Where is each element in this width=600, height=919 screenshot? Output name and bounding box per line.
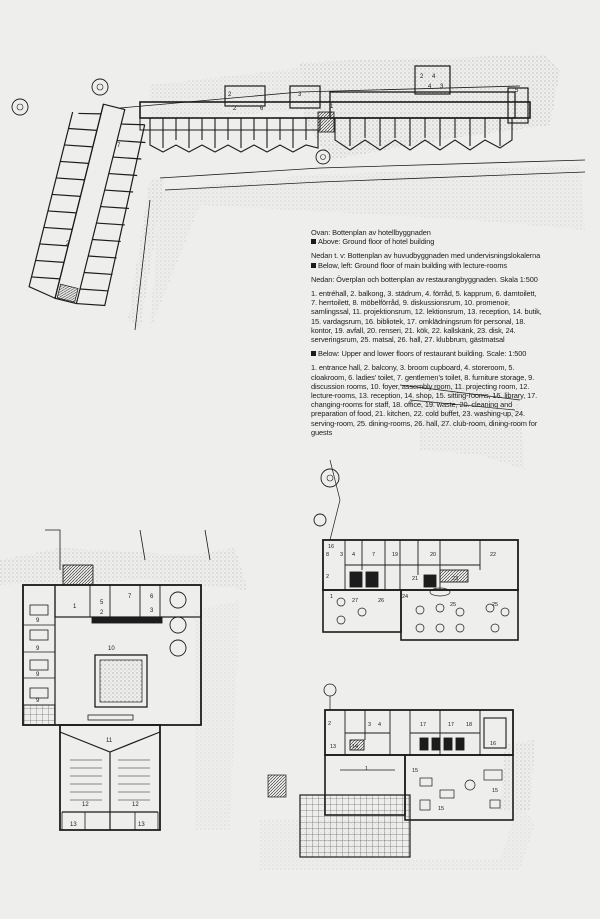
restaurant-upper-label: 20 bbox=[430, 552, 437, 558]
hotel-label: 5 bbox=[515, 88, 519, 94]
caption-restaurant-english: Below: Upper and lower floors of restaurant building. Scale: 1:500 bbox=[318, 349, 527, 359]
hotel-label: 4 bbox=[428, 84, 432, 90]
caption-main-english: Below, left: Ground floor of main building with lecture-rooms bbox=[318, 260, 508, 270]
restaurant-lower-plan bbox=[260, 684, 535, 870]
restaurant-lower-label: 18 bbox=[466, 722, 473, 728]
restaurant-upper-label: 2 bbox=[326, 574, 330, 580]
restaurant-upper-label: 8 bbox=[326, 552, 330, 558]
caption-restaurant-swedish: Nedan: Överplan och bottenplan av restaurangbyggnaden. Skala 1:500 bbox=[311, 274, 538, 284]
restaurant-lower-label: 14 bbox=[352, 744, 359, 750]
main-label: 1 bbox=[73, 604, 77, 610]
restaurant-upper-label: 3 bbox=[340, 552, 344, 558]
main-building-plan bbox=[0, 530, 248, 830]
main-label: 9 bbox=[36, 698, 40, 704]
hotel-label: 3 bbox=[298, 92, 302, 98]
main-label: 5 bbox=[100, 600, 104, 606]
main-label: 13 bbox=[70, 822, 77, 828]
hotel-label: 2 bbox=[420, 74, 424, 80]
caption-hotel-swedish: Ovan: Bottenplan av hotellbyggnaden bbox=[311, 228, 431, 237]
main-label: 9 bbox=[36, 672, 40, 678]
main-label: 2 bbox=[100, 610, 104, 616]
caption-main-swedish: Nedan t. v: Bottenplan av huvudbyggnaden med undervisningslokalerna bbox=[311, 251, 541, 261]
main-label: 13 bbox=[138, 822, 145, 828]
restaurant-upper-label: 19 bbox=[392, 552, 399, 558]
restaurant-lower-label: 3 bbox=[368, 722, 372, 728]
hotel-label: 4 bbox=[432, 74, 436, 80]
restaurant-upper-label: 22 bbox=[490, 552, 497, 558]
main-label: 11 bbox=[106, 738, 113, 744]
restaurant-lower-label: 1 bbox=[365, 766, 369, 772]
main-label: 9 bbox=[36, 646, 40, 652]
legend-english: 1. entrance hall, 2. balcony, 3. broom cupboard, 4. storeroom, 5. cloakroom, 6. ladies' toilet, 7. gentlemen's toilet, 8. furniture storage, 9. discussion rooms, 10. foyer, assembly room, 11. projecting room, 12. lecture-rooms, 13. reception, 14. shop, 15. sitting-rooms, 16. library, 17. changing-rooms for staff, 18. office, 19. waste, 20. cleaning and preparation of food, 21. kitchen, 22. cold buffet, 23. washing-up, 24. serving-room, 25. dining-rooms, 26. hall, 27. club-room, dining-room for guests bbox=[311, 363, 538, 437]
restaurant-upper-label: 9 bbox=[372, 580, 376, 586]
restaurant-lower-label: 15 bbox=[438, 806, 445, 812]
hotel-label: 1 bbox=[330, 104, 334, 110]
restaurant-upper-label: 24 bbox=[402, 594, 409, 600]
restaurant-upper-label: 26 bbox=[378, 598, 385, 604]
square-bullet-icon bbox=[311, 239, 316, 244]
legend-swedish: 1. entréhall, 2. balkong, 3. städrum, 4. förråd, 5. kapprum, 6. damtoilett, 7. herrtoilett, 8. möbelförråd, 9. diskussionsrum, 10. promenoir, samlingssal, 11. projektionsrum, 12. lektionsrum, 13. reception, 14. butik, 15. vardagsrum, 16. bibliotek, 17. omklädningsrum för personal, 18. kontor, 19. avfall, 20. renseri, 21. kök, 22. kallskänk, 23. disk, 24. serveringsrum, 25. matsal, 26. hall, 27. klubbrum, gästmatsal bbox=[311, 289, 542, 345]
square-bullet-icon bbox=[311, 351, 316, 356]
restaurant-lower-label: 16 bbox=[490, 741, 497, 747]
hotel-label: 3 bbox=[440, 84, 444, 90]
restaurant-lower-label: 15 bbox=[492, 788, 499, 794]
main-label: 6 bbox=[150, 594, 154, 600]
caption-hotel-english: Above: Ground floor of hotel building bbox=[318, 237, 435, 247]
main-label: 7 bbox=[128, 594, 132, 600]
main-label: 9 bbox=[36, 618, 40, 624]
restaurant-upper-label: 25 bbox=[492, 602, 499, 608]
main-label: 12 bbox=[82, 802, 89, 808]
hotel-label: 7 bbox=[117, 143, 121, 149]
hotel-label: 2 bbox=[233, 106, 237, 112]
restaurant-lower-label: 15 bbox=[412, 768, 419, 774]
restaurant-lower-label: 17 bbox=[448, 722, 455, 728]
caption-block bbox=[311, 228, 544, 442]
restaurant-lower-label: 4 bbox=[378, 722, 382, 728]
restaurant-lower-label: 13 bbox=[330, 744, 337, 750]
restaurant-upper-label: 16 bbox=[328, 544, 335, 550]
restaurant-lower-label: 2 bbox=[328, 721, 332, 727]
restaurant-upper-label: 7 bbox=[372, 552, 376, 558]
restaurant-upper-label: 1 bbox=[330, 594, 334, 600]
restaurant-upper-label: 21 bbox=[412, 576, 419, 582]
square-bullet-icon bbox=[311, 263, 316, 268]
hotel-label: 2 bbox=[66, 241, 70, 247]
hotel-label: 2 bbox=[228, 92, 232, 98]
main-label: 10 bbox=[108, 646, 115, 652]
restaurant-upper-label: 25 bbox=[450, 602, 457, 608]
main-label: 3 bbox=[150, 608, 154, 614]
main-label: 12 bbox=[132, 802, 139, 808]
hotel-label: 6 bbox=[260, 106, 264, 112]
restaurant-upper-label: 4 bbox=[352, 552, 356, 558]
restaurant-lower-label: 17 bbox=[420, 722, 427, 728]
restaurant-upper-label: 27 bbox=[352, 598, 359, 604]
restaurant-upper-label: 23 bbox=[452, 576, 459, 582]
